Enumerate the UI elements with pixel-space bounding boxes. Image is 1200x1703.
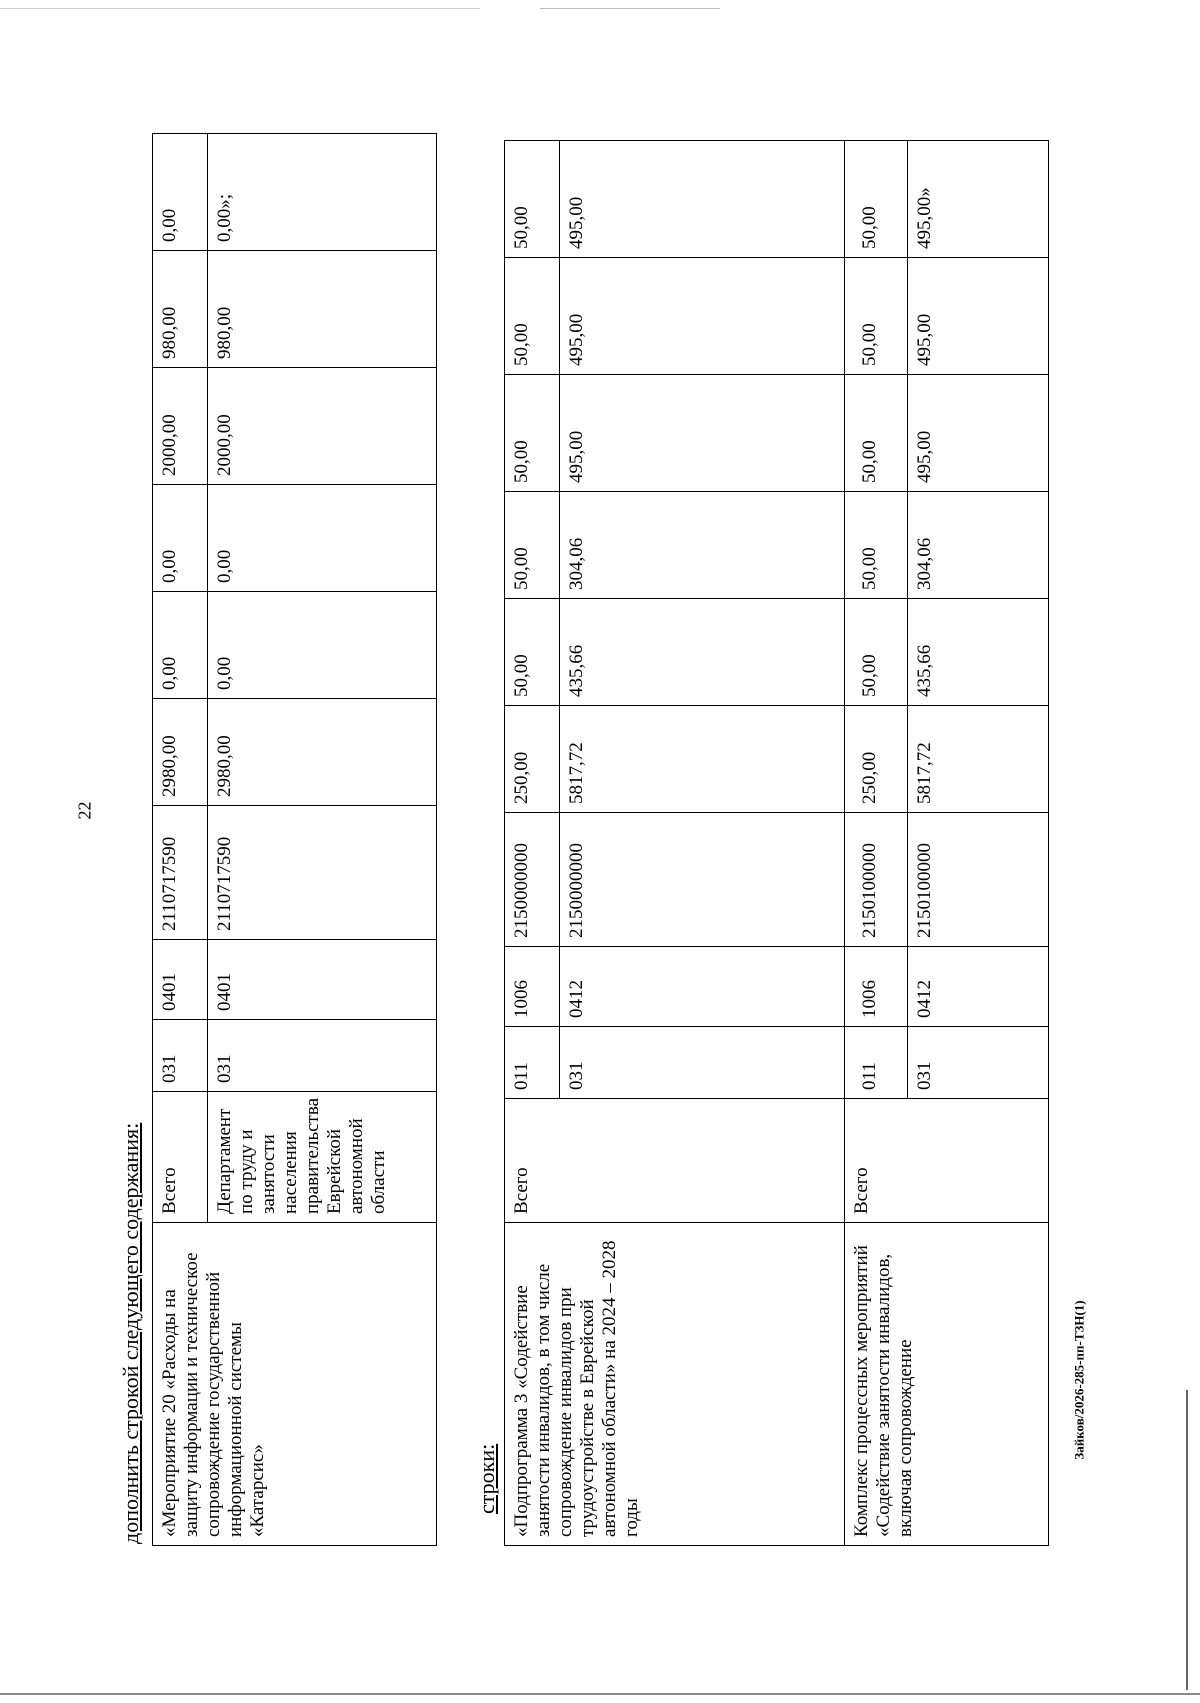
csr-cell: 2110717590: [153, 805, 208, 939]
value-cell: 304,06: [560, 492, 845, 599]
value-cell: 5817,72: [908, 706, 1049, 813]
grbs-cell: 031: [208, 1019, 437, 1091]
document-code-text: Зайков/2026-285-пп-ТЗН(1): [1072, 1300, 1087, 1460]
value-cell: 2000,00: [153, 367, 208, 484]
subprogram-name-cell: «Подпрограмма 3 «Содействие занятости инвалидов, в том числе сопровождение инвалидов при трудоустройстве в Еврейской автономной области» на 2024 – 2028 годы: [505, 1223, 845, 1546]
section-subheading: строки:: [474, 1443, 499, 1514]
document-code-footer: [1060, 1190, 1100, 1570]
value-cell: 5817,72: [560, 706, 845, 813]
value-cell: 50,00: [505, 258, 560, 375]
grbs-cell: 011: [505, 1027, 560, 1099]
value-cell: 495,00: [560, 141, 845, 258]
value-cell: 2000,00: [208, 367, 437, 484]
value-cell: 0,00: [153, 484, 208, 591]
csr-cell: 2150100000: [908, 813, 1049, 947]
value-cell: 250,00: [505, 706, 560, 813]
executor-cell: Всего: [505, 1099, 845, 1223]
process-complex-name-cell: Комплекс процессных мероприятий «Содействие занятости инвалидов, включая сопровождение: [845, 1223, 1049, 1546]
section-heading: дополнить строкой следующего содержания:: [118, 1122, 143, 1544]
scan-artifact-bottom: [0, 1693, 1200, 1695]
rzpr-cell: 0401: [153, 939, 208, 1019]
csr-cell: 2150000000: [560, 813, 845, 947]
rzpr-cell: 0412: [908, 947, 1049, 1027]
value-cell: 495,00»: [908, 141, 1049, 258]
executor-cell: Всего: [845, 1099, 1049, 1223]
rzpr-cell: 0401: [208, 939, 437, 1019]
value-cell: 50,00: [845, 258, 908, 375]
table-added-rows: [504, 140, 1049, 1546]
value-cell: 50,00: [505, 375, 560, 492]
value-cell: 0,00: [208, 484, 437, 591]
value-cell: 50,00: [505, 599, 560, 706]
value-cell: 0,00: [153, 591, 208, 698]
value-cell: 50,00: [845, 492, 908, 599]
executor-cell: Всего: [153, 1091, 208, 1222]
rzpr-cell: 1006: [505, 947, 560, 1027]
table-row: [505, 141, 560, 1546]
value-cell: 50,00: [845, 599, 908, 706]
grbs-cell: 031: [908, 1027, 1049, 1099]
grbs-cell: 031: [153, 1019, 208, 1091]
value-cell: 0,00: [208, 591, 437, 698]
value-cell: 980,00: [208, 250, 437, 367]
value-cell: 250,00: [845, 706, 908, 813]
table-added-row: [152, 133, 437, 1546]
value-cell: 50,00: [505, 141, 560, 258]
value-cell: 495,00: [908, 258, 1049, 375]
value-cell: 495,00: [560, 375, 845, 492]
rzpr-cell: 1006: [845, 947, 908, 1027]
value-cell: 495,00: [908, 375, 1049, 492]
table-row: [153, 133, 208, 1545]
value-cell: 980,00: [153, 250, 208, 367]
page-number-text: 22: [74, 801, 95, 819]
value-cell: 50,00: [845, 375, 908, 492]
value-cell: 0,00: [153, 133, 208, 250]
page-number: [71, 792, 99, 828]
value-cell: 50,00: [505, 492, 560, 599]
event-name-cell: «Мероприятие 20 «Расходы на защиту информации и техническое сопровождение государственной информационной системы «Катарсис»: [153, 1223, 437, 1546]
value-cell: 435,66: [908, 599, 1049, 706]
csr-cell: 2150000000: [505, 813, 560, 947]
table-row: [845, 141, 908, 1546]
value-cell: 2980,00: [208, 698, 437, 805]
executor-cell: Департамент по труду и занятости населения правительства Еврейской автономной области: [208, 1091, 437, 1222]
rotated-content: [100, 70, 1100, 1550]
value-cell: 495,00: [560, 258, 845, 375]
value-cell: 435,66: [560, 599, 845, 706]
scan-artifact-right: [1186, 1390, 1188, 1690]
scan-artifact-top: [0, 8, 1200, 9]
value-cell: 304,06: [908, 492, 1049, 599]
rzpr-cell: 0412: [560, 947, 845, 1027]
value-cell: 50,00: [845, 141, 908, 258]
grbs-cell: 031: [560, 1027, 845, 1099]
csr-cell: 2150100000: [845, 813, 908, 947]
grbs-cell: 011: [845, 1027, 908, 1099]
csr-cell: 2110717590: [208, 805, 437, 939]
value-cell: 0,00»;: [208, 133, 437, 250]
value-cell: 2980,00: [153, 698, 208, 805]
